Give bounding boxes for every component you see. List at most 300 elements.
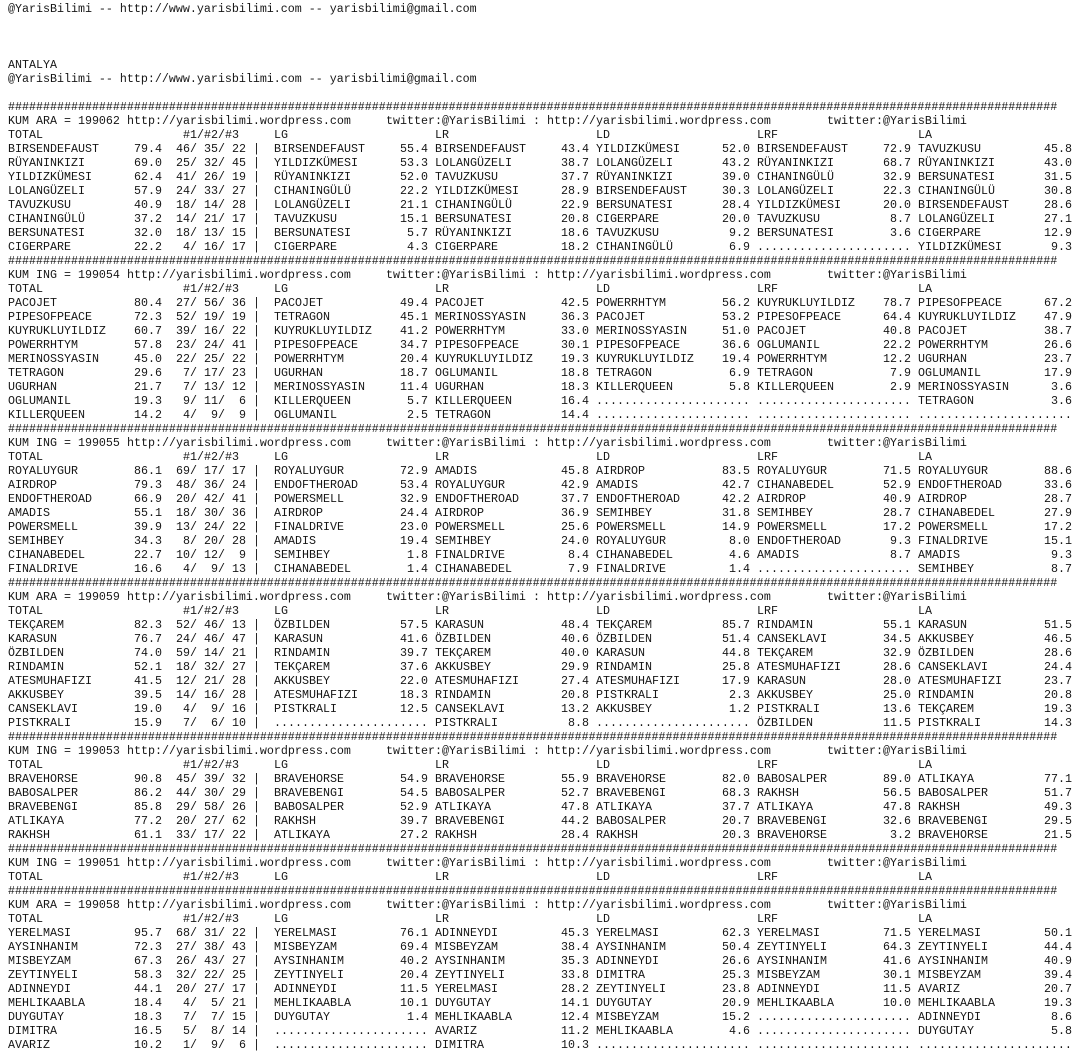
lg-score: 23.0 bbox=[400, 520, 428, 534]
lr-score: 33.0 bbox=[561, 324, 589, 338]
lrf-horse-name: ÖZBILDEN bbox=[757, 716, 813, 730]
col-lg-label: LG bbox=[274, 282, 288, 296]
place-counts: 20/ 27/ 62 bbox=[176, 814, 246, 828]
lg-horse-name: PACOJET bbox=[274, 296, 323, 310]
blog-link: http://yarisbilimi.wordpress.com bbox=[547, 744, 771, 758]
lrf-empty-filler: ...................... bbox=[757, 1010, 911, 1024]
lrf-score: 34.5 bbox=[883, 632, 911, 646]
la-horse-name: CANSEKLAVI bbox=[918, 660, 988, 674]
table-row bbox=[0, 562, 1080, 576]
ld-score: 62.3 bbox=[722, 926, 750, 940]
lrf-score: 30.1 bbox=[883, 968, 911, 982]
ld-score: 85.7 bbox=[722, 618, 750, 632]
hash-divider: ###################################################################################################################################################### bbox=[8, 884, 1058, 898]
lg-score: 39.7 bbox=[400, 814, 428, 828]
table-row bbox=[0, 380, 1080, 394]
lg-horse-name: YERELMASI bbox=[274, 926, 337, 940]
col-places-label: #1/#2/#3 bbox=[183, 282, 239, 296]
table-row bbox=[0, 184, 1080, 198]
la-score: 15.1 bbox=[1044, 534, 1072, 548]
blog-link: http://yarisbilimi.wordpress.com bbox=[127, 744, 351, 758]
blog-link: http://yarisbilimi.wordpress.com bbox=[127, 436, 351, 450]
place-counts: 52/ 19/ 19 bbox=[176, 310, 246, 324]
col-ld-label: LD bbox=[596, 870, 610, 884]
lrf-empty-filler: ...................... bbox=[757, 408, 911, 422]
col-places-label: #1/#2/#3 bbox=[183, 604, 239, 618]
horse-name: YERELMASI bbox=[8, 926, 71, 940]
lrf-horse-name: KILLERQUEEN bbox=[757, 380, 834, 394]
lg-horse-name: ENDOFTHEROAD bbox=[274, 478, 358, 492]
lrf-horse-name: TEKÇAREM bbox=[757, 646, 813, 660]
ld-horse-name: ENDOFTHEROAD bbox=[596, 492, 680, 506]
lg-empty-filler: ...................... bbox=[274, 716, 428, 730]
lr-horse-name: BIRSENDEFAUST bbox=[435, 142, 526, 156]
la-horse-name: LOLANGÜZELI bbox=[918, 212, 995, 226]
table-row bbox=[0, 954, 1080, 968]
lg-horse-name: ATESMUHAFIZI bbox=[274, 688, 358, 702]
city-line bbox=[0, 58, 1080, 72]
table-row bbox=[0, 170, 1080, 184]
total-score: 14.2 bbox=[134, 408, 162, 422]
lr-horse-name: DIMITRA bbox=[435, 1038, 484, 1052]
ld-horse-name: CIHANINGÜLÜ bbox=[596, 240, 673, 254]
total-score: 41.5 bbox=[134, 674, 162, 688]
twitter-handle: twitter:@YarisBilimi bbox=[386, 856, 526, 870]
lg-score: 24.4 bbox=[400, 506, 428, 520]
place-counts: 27/ 56/ 36 bbox=[176, 296, 246, 310]
lg-horse-name: ZEYTINYELI bbox=[274, 968, 344, 982]
table-row bbox=[0, 156, 1080, 170]
column-headings bbox=[0, 912, 1080, 926]
twitter-handle: twitter:@YarisBilimi bbox=[827, 898, 967, 912]
lg-horse-name: AMADIS bbox=[274, 534, 316, 548]
la-score: 5.8 bbox=[1051, 1024, 1072, 1038]
lrf-score: 64.3 bbox=[883, 940, 911, 954]
place-counts: 18/ 13/ 15 bbox=[176, 226, 246, 240]
lrf-score: 7.9 bbox=[890, 366, 911, 380]
ld-empty-filler: ...................... bbox=[596, 408, 750, 422]
la-horse-name: ENDOFTHEROAD bbox=[918, 478, 1002, 492]
la-horse-name: CIHANABEDEL bbox=[918, 506, 995, 520]
table-row bbox=[0, 800, 1080, 814]
total-score: 62.4 bbox=[134, 170, 162, 184]
ld-horse-name: TETRAGON bbox=[596, 366, 652, 380]
col-lrf-label: LRF bbox=[757, 128, 778, 142]
horse-name: YILDIZKÜMESI bbox=[8, 170, 92, 184]
total-score: 79.3 bbox=[134, 478, 162, 492]
lg-score: 5.7 bbox=[407, 394, 428, 408]
lg-horse-name: TEKÇAREM bbox=[274, 660, 330, 674]
la-horse-name: KUYRUKLUYILDIZ bbox=[918, 310, 1016, 324]
lg-score: 1.8 bbox=[407, 548, 428, 562]
lrf-horse-name: ROYALUYGUR bbox=[757, 464, 827, 478]
ld-score: 1.4 bbox=[729, 562, 750, 576]
lrf-horse-name: RAKHSH bbox=[757, 786, 799, 800]
ld-score: 42.7 bbox=[722, 478, 750, 492]
lg-horse-name: ADINNEYDI bbox=[274, 982, 337, 996]
total-score: 76.7 bbox=[134, 632, 162, 646]
lrf-horse-name: AIRDROP bbox=[757, 492, 806, 506]
total-score: 61.1 bbox=[134, 828, 162, 842]
ld-horse-name: BRAVEHORSE bbox=[596, 772, 666, 786]
lr-score: 27.4 bbox=[561, 674, 589, 688]
lr-score: 28.2 bbox=[561, 982, 589, 996]
ld-horse-name: ÖZBILDEN bbox=[596, 632, 652, 646]
lg-horse-name: ROYALUYGUR bbox=[274, 464, 344, 478]
lr-score: 30.1 bbox=[561, 338, 589, 352]
lr-horse-name: BERSUNATESI bbox=[435, 212, 512, 226]
lg-score: 52.9 bbox=[400, 800, 428, 814]
header-colon: : bbox=[533, 114, 540, 128]
lg-horse-name: TETRAGON bbox=[274, 310, 330, 324]
lr-horse-name: ROYALUYGUR bbox=[435, 478, 505, 492]
total-score: 16.6 bbox=[134, 562, 162, 576]
blog-link: http://yarisbilimi.wordpress.com bbox=[127, 114, 351, 128]
column-separator: | bbox=[253, 1038, 260, 1052]
la-horse-name: BIRSENDEFAUST bbox=[918, 198, 1009, 212]
horse-name: ADINNEYDI bbox=[8, 982, 71, 996]
table-row bbox=[0, 688, 1080, 702]
la-score: 51.5 bbox=[1044, 618, 1072, 632]
ld-empty-filler: ...................... bbox=[596, 394, 750, 408]
total-score: 69.0 bbox=[134, 156, 162, 170]
horse-name: ATESMUHAFIZI bbox=[8, 674, 92, 688]
la-score: 17.2 bbox=[1044, 520, 1072, 534]
ld-horse-name: MERINOSSYASIN bbox=[596, 324, 687, 338]
total-score: 66.9 bbox=[134, 492, 162, 506]
la-score: 21.5 bbox=[1044, 828, 1072, 842]
header-colon: : bbox=[533, 744, 540, 758]
lr-score: 11.2 bbox=[561, 1024, 589, 1038]
lrf-horse-name: RÜYANINKIZI bbox=[757, 156, 834, 170]
horse-name: CIGERPARE bbox=[8, 240, 71, 254]
col-total-label: TOTAL bbox=[8, 450, 43, 464]
la-horse-name: AMADIS bbox=[918, 548, 960, 562]
lr-horse-name: KUYRUKLUYILDIZ bbox=[435, 352, 533, 366]
lr-score: 38.7 bbox=[561, 156, 589, 170]
header-colon: : bbox=[533, 268, 540, 282]
column-separator: | bbox=[253, 380, 260, 394]
lg-score: 5.7 bbox=[407, 226, 428, 240]
ld-empty-filler: ...................... bbox=[596, 1038, 750, 1052]
la-score: 20.7 bbox=[1044, 982, 1072, 996]
col-lr-label: LR bbox=[435, 912, 449, 926]
table-row bbox=[0, 212, 1080, 226]
lg-score: 19.4 bbox=[400, 534, 428, 548]
col-lg-label: LG bbox=[274, 450, 288, 464]
la-score: 19.3 bbox=[1044, 996, 1072, 1010]
lr-horse-name: KILLERQUEEN bbox=[435, 394, 512, 408]
column-headings bbox=[0, 870, 1080, 884]
lr-score: 22.9 bbox=[561, 198, 589, 212]
horse-name: AIRDROP bbox=[8, 478, 57, 492]
lg-horse-name: CIGERPARE bbox=[274, 240, 337, 254]
lr-horse-name: POWERRHTYM bbox=[435, 324, 505, 338]
col-ld-label: LD bbox=[596, 128, 610, 142]
ld-score: 36.6 bbox=[722, 338, 750, 352]
total-score: 52.1 bbox=[134, 660, 162, 674]
lr-horse-name: BRAVEHORSE bbox=[435, 772, 505, 786]
table-row bbox=[0, 226, 1080, 240]
total-score: 10.2 bbox=[134, 1038, 162, 1052]
horse-name: AVARIZ bbox=[8, 1038, 50, 1052]
lr-score: 45.3 bbox=[561, 926, 589, 940]
horse-name: ATLIKAYA bbox=[8, 814, 64, 828]
table-row bbox=[0, 464, 1080, 478]
lg-horse-name: AKKUSBEY bbox=[274, 674, 330, 688]
table-row bbox=[0, 828, 1080, 842]
horse-name: AMADIS bbox=[8, 506, 50, 520]
lg-horse-name: AYSINHANIM bbox=[274, 954, 344, 968]
la-score: 44.4 bbox=[1044, 940, 1072, 954]
la-score: 27.9 bbox=[1044, 506, 1072, 520]
section-header bbox=[0, 114, 1080, 128]
column-separator: | bbox=[253, 324, 260, 338]
ld-horse-name: BABOSALPER bbox=[596, 814, 666, 828]
table-row bbox=[0, 352, 1080, 366]
column-separator: | bbox=[253, 1010, 260, 1024]
la-horse-name: ZEYTINYELI bbox=[918, 940, 988, 954]
lr-score: 36.9 bbox=[561, 506, 589, 520]
place-counts: 46/ 35/ 22 bbox=[176, 142, 246, 156]
lr-horse-name: PACOJET bbox=[435, 296, 484, 310]
lr-horse-name: MERINOSSYASIN bbox=[435, 310, 526, 324]
column-separator: | bbox=[253, 394, 260, 408]
ld-score: 20.3 bbox=[722, 828, 750, 842]
lr-horse-name: POWERSMELL bbox=[435, 520, 505, 534]
blog-link: http://yarisbilimi.wordpress.com bbox=[127, 898, 351, 912]
column-headings bbox=[0, 758, 1080, 772]
header-colon: : bbox=[533, 856, 540, 870]
lr-score: 47.8 bbox=[561, 800, 589, 814]
la-empty-filler: ...................... bbox=[918, 1038, 1072, 1052]
lrf-horse-name: ATESMUHAFIZI bbox=[757, 660, 841, 674]
lg-score: 55.4 bbox=[400, 142, 428, 156]
lr-horse-name: BRAVEBENGI bbox=[435, 814, 505, 828]
total-score: 80.4 bbox=[134, 296, 162, 310]
city-name: ANTALYA bbox=[8, 58, 57, 72]
table-row bbox=[0, 296, 1080, 310]
lrf-score: 8.7 bbox=[890, 548, 911, 562]
lrf-horse-name: SEMIHBEY bbox=[757, 506, 813, 520]
lg-score: 20.4 bbox=[400, 352, 428, 366]
ld-score: 82.0 bbox=[722, 772, 750, 786]
col-places-label: #1/#2/#3 bbox=[183, 128, 239, 142]
lrf-empty-filler: ...................... bbox=[757, 240, 911, 254]
lrf-horse-name: BIRSENDEFAUST bbox=[757, 142, 848, 156]
ld-horse-name: BIRSENDEFAUST bbox=[596, 184, 687, 198]
table-row bbox=[0, 394, 1080, 408]
total-score: 55.1 bbox=[134, 506, 162, 520]
lrf-horse-name: OGLUMANIL bbox=[757, 338, 820, 352]
lg-score: 15.1 bbox=[400, 212, 428, 226]
col-ld-label: LD bbox=[596, 604, 610, 618]
lg-horse-name: MERINOSSYASIN bbox=[274, 380, 365, 394]
la-horse-name: BRAVEBENGI bbox=[918, 814, 988, 828]
lrf-horse-name: TETRAGON bbox=[757, 366, 813, 380]
lrf-score: 28.7 bbox=[883, 506, 911, 520]
la-score: 20.8 bbox=[1044, 688, 1072, 702]
la-score: 28.6 bbox=[1044, 646, 1072, 660]
horse-name: RINDAMIN bbox=[8, 660, 64, 674]
ld-score: 30.3 bbox=[722, 184, 750, 198]
ld-score: 20.7 bbox=[722, 814, 750, 828]
column-separator: | bbox=[253, 478, 260, 492]
twitter-handle: twitter:@YarisBilimi bbox=[827, 590, 967, 604]
lr-horse-name: MISBEYZAM bbox=[435, 940, 498, 954]
ld-score: 51.0 bbox=[722, 324, 750, 338]
col-lr-label: LR bbox=[435, 870, 449, 884]
lr-score: 48.4 bbox=[561, 618, 589, 632]
lrf-horse-name: BRAVEBENGI bbox=[757, 814, 827, 828]
divider-line bbox=[0, 884, 1080, 898]
column-headings bbox=[0, 604, 1080, 618]
ld-score: 68.3 bbox=[722, 786, 750, 800]
total-score: 45.0 bbox=[134, 352, 162, 366]
lr-horse-name: RAKHSH bbox=[435, 828, 477, 842]
lr-horse-name: UGURHAN bbox=[435, 380, 484, 394]
column-separator: | bbox=[253, 996, 260, 1010]
table-row bbox=[0, 240, 1080, 254]
table-row bbox=[0, 646, 1080, 660]
lr-score: 18.3 bbox=[561, 380, 589, 394]
la-score: 49.3 bbox=[1044, 800, 1072, 814]
lr-score: 14.1 bbox=[561, 996, 589, 1010]
place-counts: 7/ 17/ 23 bbox=[183, 366, 246, 380]
place-counts: 33/ 17/ 22 bbox=[176, 828, 246, 842]
table-row bbox=[0, 506, 1080, 520]
lg-horse-name: RAKHSH bbox=[274, 814, 316, 828]
lg-score: 2.5 bbox=[407, 408, 428, 422]
column-separator: | bbox=[253, 296, 260, 310]
place-counts: 29/ 58/ 26 bbox=[176, 800, 246, 814]
horse-name: TEKÇAREM bbox=[8, 618, 64, 632]
total-score: 95.7 bbox=[134, 926, 162, 940]
la-horse-name: BERSUNATESI bbox=[918, 170, 995, 184]
ld-horse-name: TEKÇAREM bbox=[596, 618, 652, 632]
divider-line bbox=[0, 100, 1080, 114]
lr-horse-name: YERELMASI bbox=[435, 982, 498, 996]
horse-name: KUYRUKLUYILDIZ bbox=[8, 324, 106, 338]
ld-horse-name: CIGERPARE bbox=[596, 212, 659, 226]
hash-divider: ###################################################################################################################################################### bbox=[8, 730, 1058, 744]
place-counts: 4/ 16/ 17 bbox=[183, 240, 246, 254]
col-ld-label: LD bbox=[596, 912, 610, 926]
ld-horse-name: DIMITRA bbox=[596, 968, 645, 982]
la-horse-name: AIRDROP bbox=[918, 492, 967, 506]
lg-horse-name: SEMIHBEY bbox=[274, 548, 330, 562]
table-row bbox=[0, 940, 1080, 954]
lg-horse-name: BABOSALPER bbox=[274, 800, 344, 814]
blog-link: http://yarisbilimi.wordpress.com bbox=[127, 590, 351, 604]
lr-score: 19.3 bbox=[561, 352, 589, 366]
lrf-score: 3.2 bbox=[890, 828, 911, 842]
column-separator: | bbox=[253, 506, 260, 520]
total-score: 21.7 bbox=[134, 380, 162, 394]
place-counts: 13/ 24/ 22 bbox=[176, 520, 246, 534]
lg-horse-name: YILDIZKÜMESI bbox=[274, 156, 358, 170]
ld-score: 43.2 bbox=[722, 156, 750, 170]
place-counts: 7/ 13/ 12 bbox=[183, 380, 246, 394]
ld-score: 25.8 bbox=[722, 660, 750, 674]
la-horse-name: KARASUN bbox=[918, 618, 967, 632]
horse-name: KILLERQUEEN bbox=[8, 408, 85, 422]
blog-link: http://yarisbilimi.wordpress.com bbox=[547, 436, 771, 450]
place-counts: 4/ 9/ 9 bbox=[183, 408, 246, 422]
la-score: 8.6 bbox=[1051, 1010, 1072, 1024]
lg-horse-name: KUYRUKLUYILDIZ bbox=[274, 324, 372, 338]
table-row bbox=[0, 408, 1080, 422]
table-row bbox=[0, 926, 1080, 940]
horse-name: PIPESOFPEACE bbox=[8, 310, 92, 324]
place-counts: 10/ 12/ 9 bbox=[176, 548, 246, 562]
lg-score: 49.4 bbox=[400, 296, 428, 310]
lg-horse-name: PISTKRALI bbox=[274, 702, 337, 716]
lrf-score: 32.6 bbox=[883, 814, 911, 828]
col-lg-label: LG bbox=[274, 758, 288, 772]
column-separator: | bbox=[253, 786, 260, 800]
table-row bbox=[0, 142, 1080, 156]
lr-horse-name: PIPESOFPEACE bbox=[435, 338, 519, 352]
lrf-score: 3.6 bbox=[890, 226, 911, 240]
col-lg-label: LG bbox=[274, 128, 288, 142]
lg-horse-name: POWERRHTYM bbox=[274, 352, 344, 366]
blog-link: http://yarisbilimi.wordpress.com bbox=[127, 856, 351, 870]
lr-score: 18.2 bbox=[561, 240, 589, 254]
lg-score: 41.2 bbox=[400, 324, 428, 338]
place-counts: 68/ 31/ 22 bbox=[176, 926, 246, 940]
place-counts: 18/ 30/ 36 bbox=[176, 506, 246, 520]
col-lr-label: LR bbox=[435, 758, 449, 772]
lr-horse-name: FINALDRIVE bbox=[435, 548, 505, 562]
horse-name: CIHANABEDEL bbox=[8, 548, 85, 562]
place-counts: 1/ 9/ 6 bbox=[183, 1038, 246, 1052]
ld-horse-name: SEMIHBEY bbox=[596, 506, 652, 520]
place-counts: 27/ 38/ 43 bbox=[176, 940, 246, 954]
col-lr-label: LR bbox=[435, 450, 449, 464]
la-score: 46.5 bbox=[1044, 632, 1072, 646]
total-score: 57.9 bbox=[134, 184, 162, 198]
lrf-empty-filler: ...................... bbox=[757, 1038, 911, 1052]
lrf-horse-name: RINDAMIN bbox=[757, 618, 813, 632]
horse-name: ENDOFTHEROAD bbox=[8, 492, 92, 506]
col-places-label: #1/#2/#3 bbox=[183, 912, 239, 926]
lrf-horse-name: PIPESOFPEACE bbox=[757, 310, 841, 324]
lg-horse-name: UGURHAN bbox=[274, 366, 323, 380]
lr-horse-name: ÖZBILDEN bbox=[435, 632, 491, 646]
lr-score: 8.4 bbox=[568, 548, 589, 562]
lr-horse-name: KARASUN bbox=[435, 618, 484, 632]
table-row bbox=[0, 716, 1080, 730]
ld-horse-name: ATESMUHAFIZI bbox=[596, 674, 680, 688]
la-horse-name: PISTKRALI bbox=[918, 716, 981, 730]
lg-score: 27.2 bbox=[400, 828, 428, 842]
lrf-score: 28.0 bbox=[883, 674, 911, 688]
ld-horse-name: AKKUSBEY bbox=[596, 702, 652, 716]
col-lrf-label: LRF bbox=[757, 282, 778, 296]
lrf-horse-name: AMADIS bbox=[757, 548, 799, 562]
ld-score: 52.0 bbox=[722, 142, 750, 156]
col-la-label: LA bbox=[918, 870, 932, 884]
table-row bbox=[0, 324, 1080, 338]
column-separator: | bbox=[253, 520, 260, 534]
column-separator: | bbox=[253, 814, 260, 828]
horse-name: PACOJET bbox=[8, 296, 57, 310]
la-score: 27.1 bbox=[1044, 212, 1072, 226]
lg-score: 41.6 bbox=[400, 632, 428, 646]
lr-score: 28.9 bbox=[561, 184, 589, 198]
horse-name: OGLUMANIL bbox=[8, 394, 71, 408]
